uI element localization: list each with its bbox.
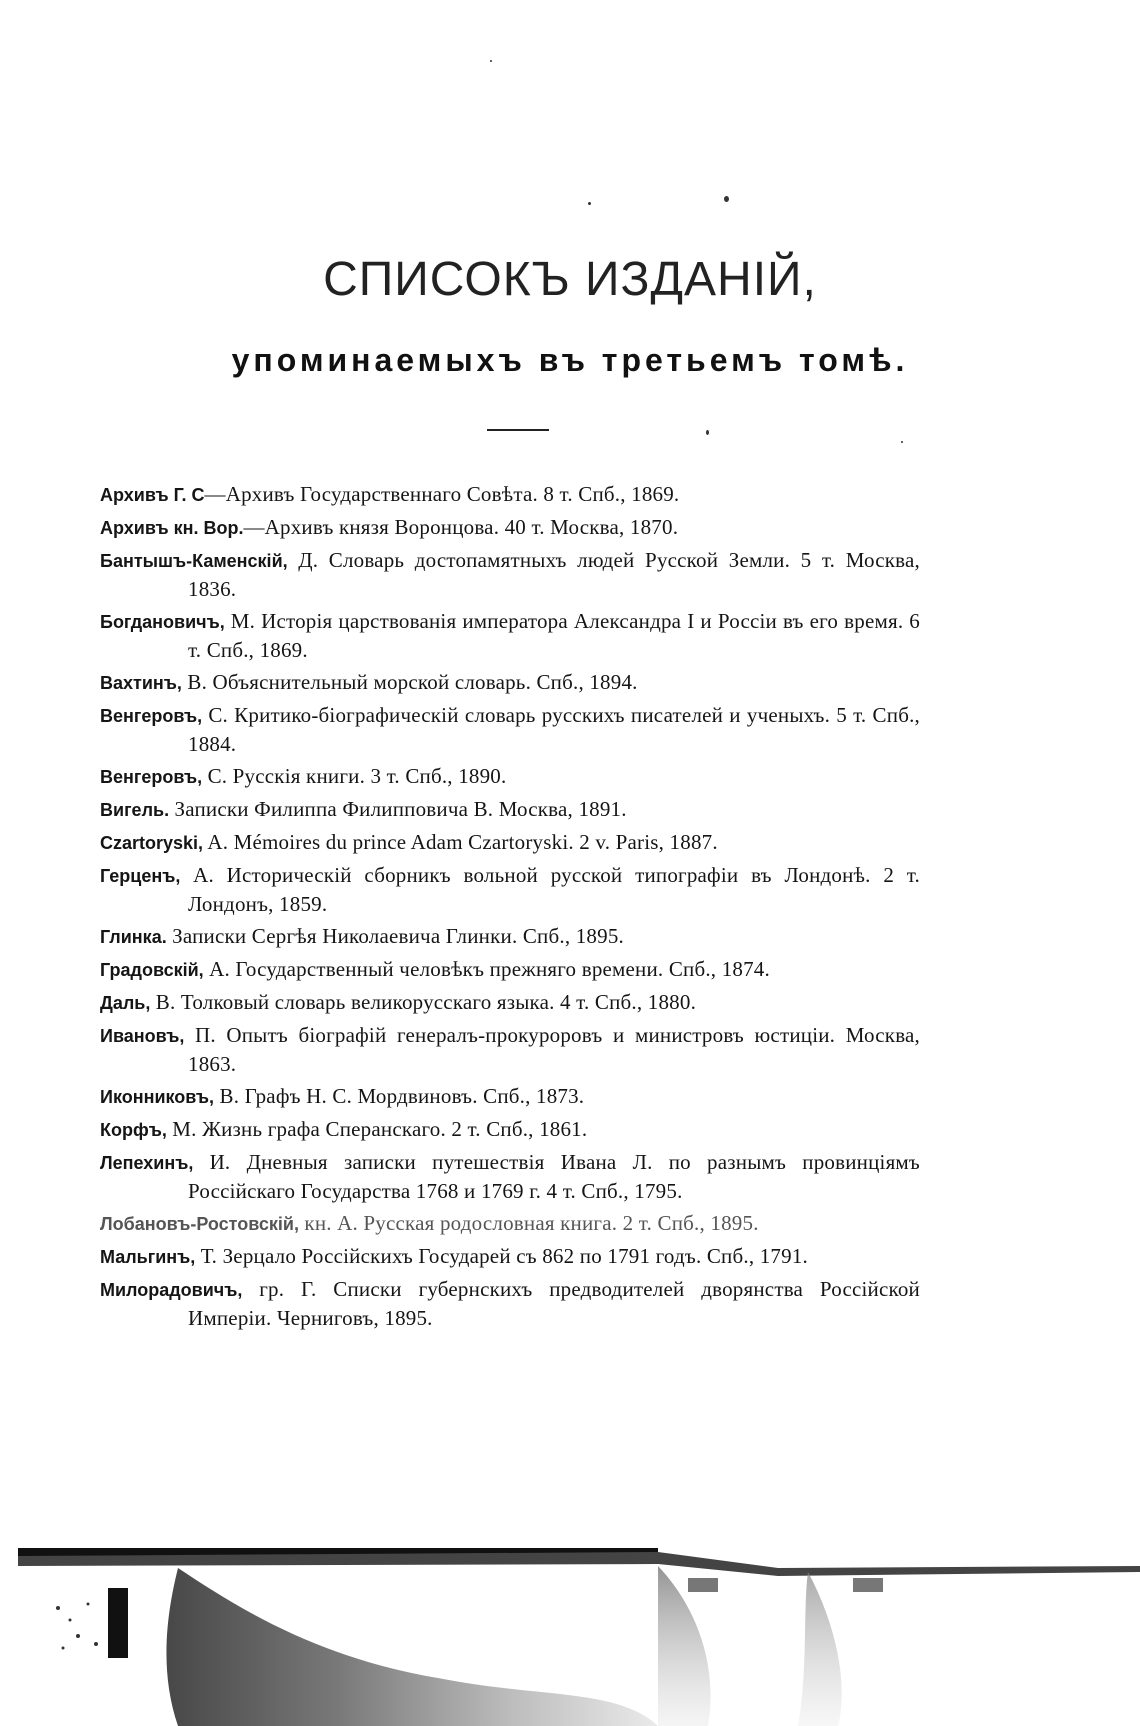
entry-description: А. Государственный человѣкъ прежняго времени. Спб., 1874. <box>203 957 770 981</box>
entry-author: Герценъ, <box>100 866 181 886</box>
entry-description: В. Объяснительный морской словарь. Спб., 1894. <box>181 670 638 694</box>
entry-author: Корфъ, <box>100 1120 167 1140</box>
entry-author: Иконниковъ, <box>100 1087 215 1107</box>
bibliography-list <box>100 480 920 1336</box>
entry-description: —Архивъ князя Воронцова. 40 т. Москва, 1870. <box>243 515 679 539</box>
bibliography-entry <box>100 1082 920 1111</box>
entry-description: Д. Словарь достопамятныхъ людей Русской Земли. 5 т. Москва, 1836. <box>188 548 920 601</box>
entry-description: А. Историческій сборникъ вольной русской типографіи въ Лондонѣ. 2 т. Лондонъ, 1859. <box>180 863 920 916</box>
page-subtitle: упоминаемыхъ въ третьемъ томѣ. <box>231 342 909 378</box>
scan-speck <box>706 430 709 435</box>
entry-description: М. Жизнь графа Сперанскаго. 2 т. Спб., 1861. <box>166 1117 588 1141</box>
entry-author: Глинка. <box>100 927 167 947</box>
bibliography-entry <box>100 922 920 951</box>
entry-description: Записки Филиппа Филипповича В. Москва, 1891. <box>169 797 627 821</box>
entry-description: В. Графъ Н. С. Мордвиновъ. Спб., 1873. <box>214 1084 585 1108</box>
entry-description: С. Русскія книги. 3 т. Спб., 1890. <box>202 764 507 788</box>
title-rule <box>487 429 549 431</box>
entry-author: Архивъ Г. С <box>100 485 205 505</box>
entry-description: —Архивъ Государственнаго Совѣта. 8 т. Спб., 1869. <box>204 482 680 506</box>
entry-description: Записки Сергѣя Николаевича Глинки. Спб., 1895. <box>166 924 624 948</box>
bibliography-entry <box>100 546 920 603</box>
scan-binding-edge <box>18 1548 1140 1726</box>
entry-author: Архивъ кн. Вор. <box>100 518 244 538</box>
entry-author: Лепехинъ, <box>100 1153 194 1173</box>
entry-author: Czartoryski, <box>100 833 204 853</box>
bibliography-entry <box>100 1275 920 1332</box>
bibliography-entry <box>100 607 920 664</box>
entry-description: Т. Зерцало Россійскихъ Государей съ 862 по 1791 годъ. Спб., 1791. <box>195 1244 808 1268</box>
bibliography-entry <box>100 1115 920 1144</box>
scan-speck <box>724 196 729 202</box>
entry-author: Милорадовичъ, <box>100 1280 243 1300</box>
entry-author: Вигель. <box>100 800 170 820</box>
scan-speck <box>490 60 492 62</box>
entry-author: Лобановъ-Ростовскій, <box>100 1214 299 1234</box>
bibliography-entry <box>100 668 920 697</box>
entry-description: И. Дневныя записки путешествія Ивана Л. по разнымъ провинціямъ Россійскаго Государства 1768 и 1769 г. 4 т. Спб., 1795. <box>188 1150 920 1203</box>
entry-author: Ивановъ, <box>100 1026 185 1046</box>
entry-author: Богдановичъ, <box>100 612 225 632</box>
entry-author: Даль, <box>100 993 151 1013</box>
entry-author: Венгеровъ, <box>100 706 203 726</box>
bibliography-entry <box>100 1148 920 1205</box>
bibliography-entry <box>100 795 920 824</box>
bibliography-entry <box>100 1242 920 1271</box>
entry-description: гр. Г. Списки губернскихъ предводителей дворянства Россійской Имперіи. Черниговъ, 1895. <box>188 1277 920 1330</box>
entry-description: A. Mémoires du prince Adam Czartoryski. 2 v. Paris, 1887. <box>203 830 718 854</box>
entry-description: кн. А. Русская родословная книга. 2 т. Спб., 1895. <box>298 1211 759 1235</box>
bibliography-entry <box>100 988 920 1017</box>
bibliography-entry <box>100 828 920 857</box>
bibliography-entry <box>100 762 920 791</box>
bibliography-entry <box>100 955 920 984</box>
bibliography-entry <box>100 513 920 542</box>
entry-description: М. Исторія царствованія императора Александра I и Россіи въ его время. 6 т. Спб., 1869. <box>188 609 920 662</box>
entry-author: Бантышъ-Каменскій, <box>100 551 288 571</box>
bibliography-entry <box>100 701 920 758</box>
entry-description: С. Критико-біографическій словарь русскихъ писателей и ученыхъ. 5 т. Спб., 1884. <box>188 703 920 756</box>
scan-speck <box>588 202 591 205</box>
entry-author: Вахтинъ, <box>100 673 182 693</box>
scan-speck <box>901 441 903 443</box>
bibliography-entry <box>100 1209 920 1238</box>
entry-description: В. Толковый словарь великорусскаго языка. 4 т. Спб., 1880. <box>150 990 697 1014</box>
entry-description: П. Опытъ біографій генералъ-прокуроровъ и министровъ юстиціи. Москва, 1863. <box>184 1023 920 1076</box>
bibliography-entry <box>100 480 920 509</box>
entry-author: Венгеровъ, <box>100 767 203 787</box>
bibliography-entry <box>100 1021 920 1078</box>
entry-author: Мальгинъ, <box>100 1247 196 1267</box>
bibliography-entry <box>100 861 920 918</box>
page-title: СПИСОКЪ ИЗДАНІЙ, <box>323 253 817 306</box>
entry-author: Градовскій, <box>100 960 204 980</box>
